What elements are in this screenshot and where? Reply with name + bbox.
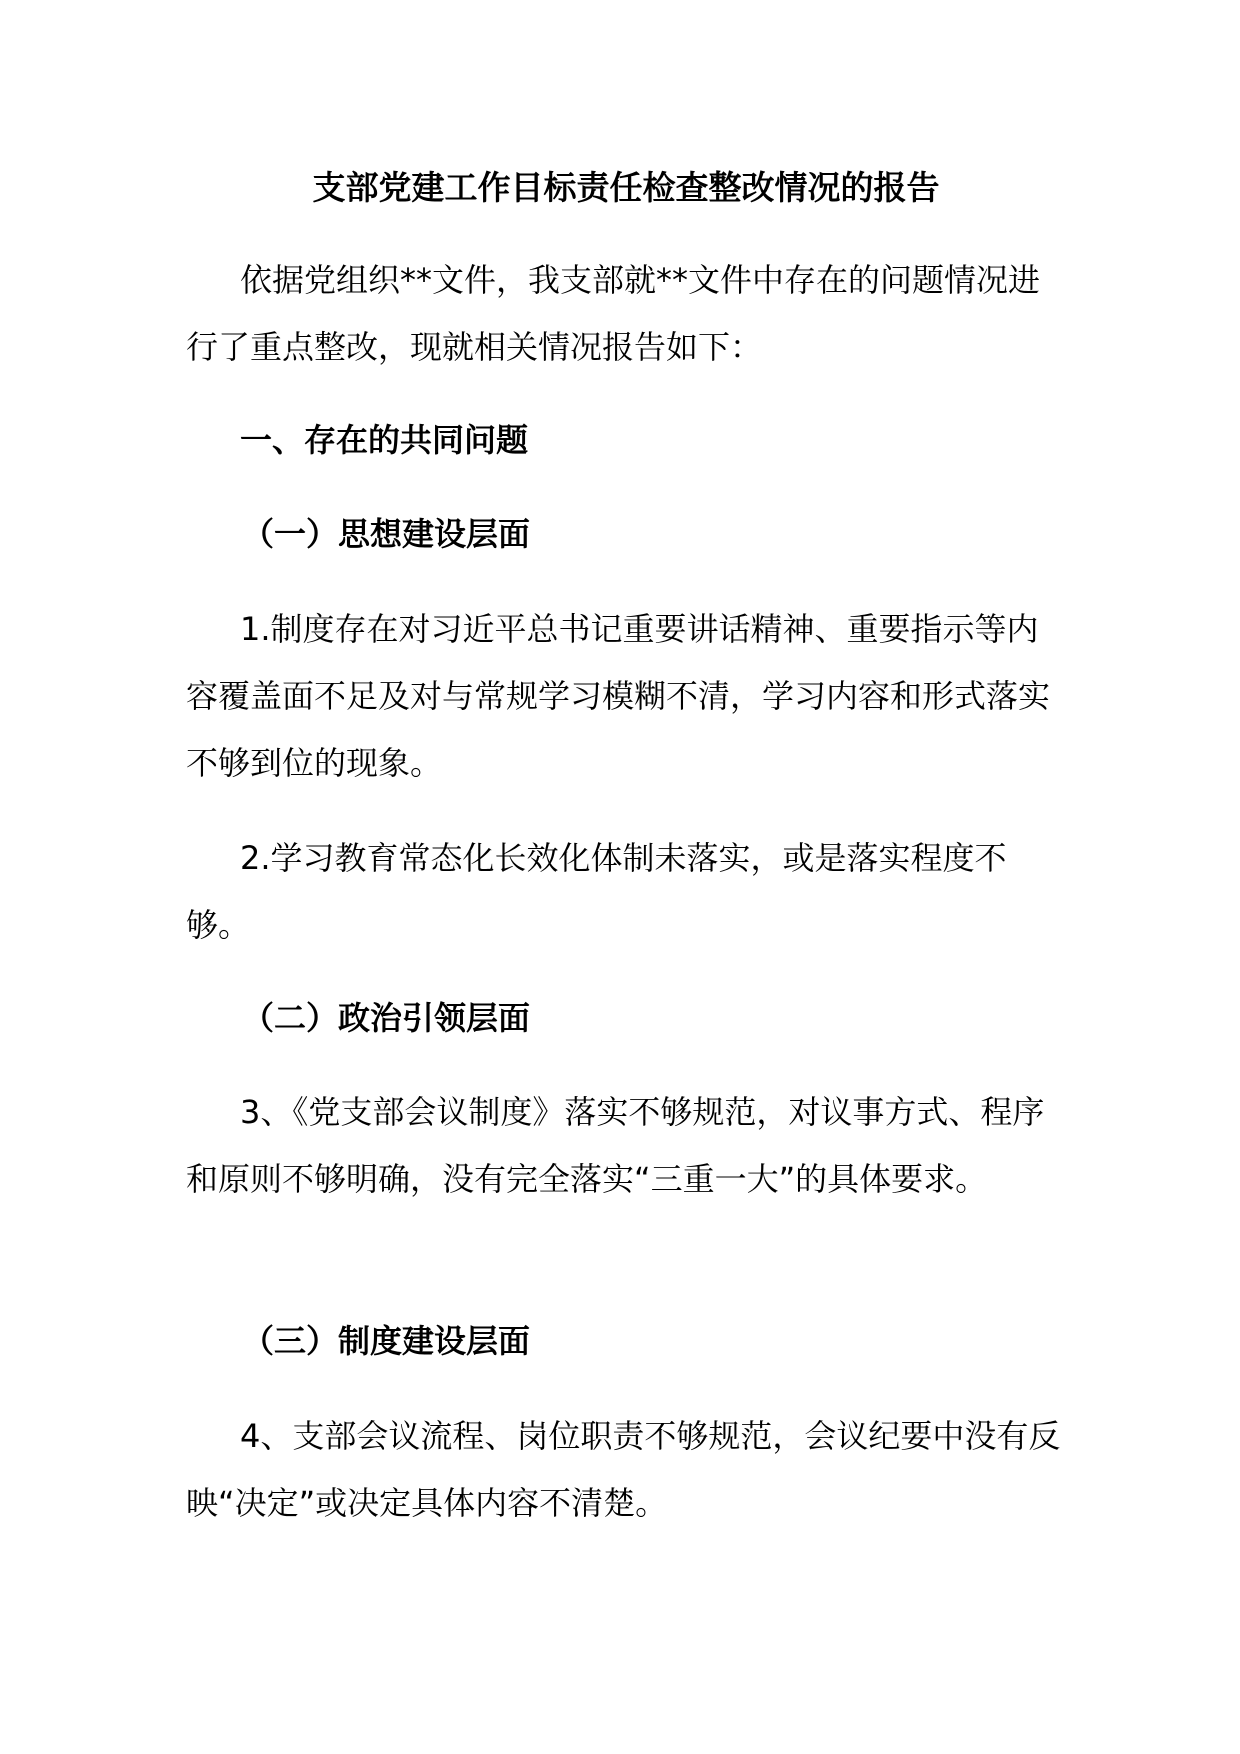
subheading-system-building: （三）制度建设层面: [242, 1322, 531, 1360]
item-2-paragraph: 2.学习教育常态化长效化体制未落实，或是落实程度不够。: [186, 839, 1007, 944]
section-heading-common-problems: 一、存在的共同问题: [240, 421, 529, 459]
item-3-paragraph: 3、《党支部会议制度》落实不够规范，对议事方式、程序和原则不够明确，没有完全落实“三重一大”的具体要求。: [186, 1093, 1045, 1198]
document-title: 支部党建工作目标责任检查整改情况的报告: [312, 168, 940, 207]
item-4-paragraph: 4、支部会议流程、岗位职责不够规范，会议纪要中没有反映“决定”或决定具体内容不清楚。: [186, 1417, 1061, 1522]
subheading-ideological-building: （一）思想建设层面: [242, 515, 531, 553]
subheading-political-leadership: （二）政治引领层面: [242, 999, 531, 1037]
intro-paragraph: 依据党组织**文件，我支部就**文件中存在的问题情况进行了重点整改，现就相关情况报告如下：: [186, 261, 1041, 366]
item-1-paragraph: 1.制度存在对习近平总书记重要讲话精神、重要指示等内容覆盖面不足及对与常规学习模糊不清，学习内容和形式落实不够到位的现象。: [186, 610, 1051, 782]
